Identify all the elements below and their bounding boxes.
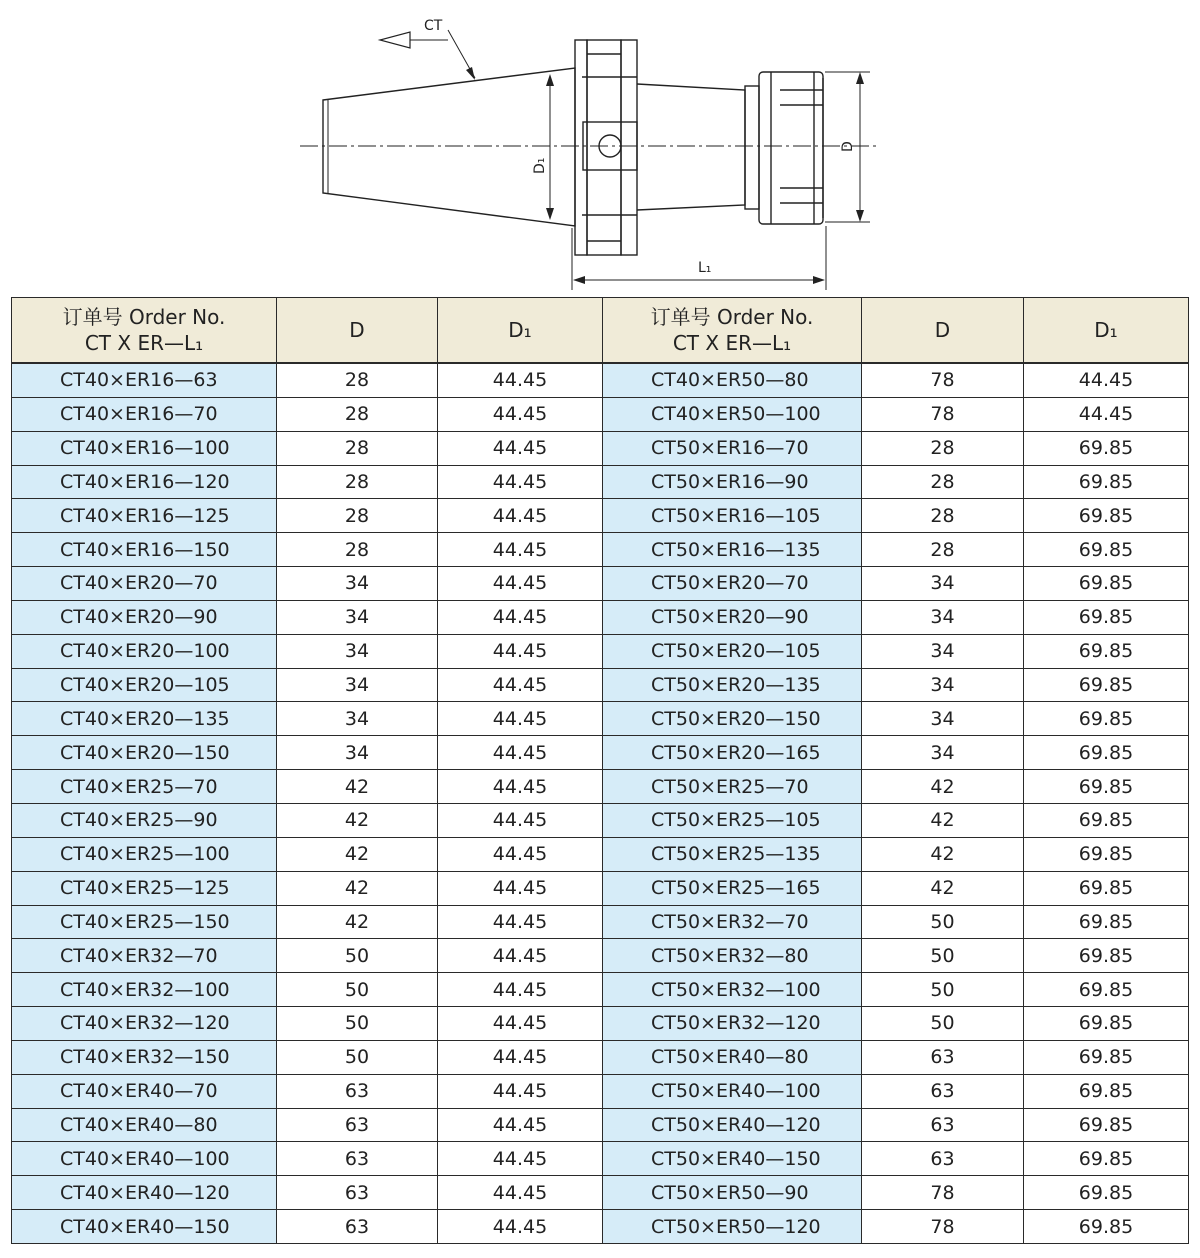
- header-order-line1: 订单号 Order No.: [62, 305, 226, 329]
- order-no-cell: CT50×ER20—90: [603, 600, 862, 634]
- d-cell: 28: [862, 533, 1024, 567]
- d1-cell: 44.45: [438, 363, 603, 397]
- d-label: D: [840, 141, 856, 152]
- table-row: [12, 1074, 1189, 1108]
- d-cell: 63: [277, 1108, 438, 1142]
- d1-cell: 44.45: [438, 973, 603, 1007]
- d1-cell: 44.45: [438, 1176, 603, 1210]
- table-header-row: [12, 298, 1189, 364]
- d1-cell: 44.45: [438, 702, 603, 736]
- order-no-cell: CT40×ER16—150: [12, 533, 277, 567]
- d1-cell: 69.85: [1024, 803, 1189, 837]
- d1-cell: 69.85: [1024, 770, 1189, 804]
- d-cell: 42: [277, 803, 438, 837]
- order-no-cell: CT50×ER20—165: [603, 736, 862, 770]
- table-row: [12, 1176, 1189, 1210]
- d-cell: 42: [277, 871, 438, 905]
- d1-cell: 44.45: [438, 1108, 603, 1142]
- table-row: [12, 905, 1189, 939]
- d1-cell: 69.85: [1024, 871, 1189, 905]
- table-row: [12, 770, 1189, 804]
- table-row: [12, 973, 1189, 1007]
- order-no-cell: CT40×ER32—100: [12, 973, 277, 1007]
- d-cell: 42: [862, 770, 1024, 804]
- order-no-cell: CT40×ER16—63: [12, 363, 277, 397]
- order-no-cell: CT40×ER16—70: [12, 397, 277, 431]
- d-cell: 28: [277, 397, 438, 431]
- d-cell: 63: [862, 1040, 1024, 1074]
- table-row: [12, 431, 1189, 465]
- table-row: [12, 499, 1189, 533]
- d-cell: 42: [862, 871, 1024, 905]
- d1-cell: 69.85: [1024, 533, 1189, 567]
- table-row: [12, 803, 1189, 837]
- order-no-cell: CT50×ER25—135: [603, 837, 862, 871]
- d1-cell: 44.45: [438, 1074, 603, 1108]
- table-row: [12, 668, 1189, 702]
- d1-cell: 69.85: [1024, 567, 1189, 601]
- order-no-cell: CT50×ER40—80: [603, 1040, 862, 1074]
- order-no-cell: CT40×ER32—120: [12, 1007, 277, 1041]
- order-no-cell: CT50×ER50—120: [603, 1210, 862, 1244]
- d-cell: 63: [862, 1074, 1024, 1108]
- table-row: [12, 363, 1189, 397]
- order-no-cell: CT50×ER32—80: [603, 939, 862, 973]
- order-no-cell: CT40×ER50—80: [603, 363, 862, 397]
- d1-cell: 69.85: [1024, 837, 1189, 871]
- order-no-cell: CT40×ER20—100: [12, 634, 277, 668]
- d-cell: 50: [277, 1040, 438, 1074]
- d1-cell: 69.85: [1024, 1108, 1189, 1142]
- table-body: [12, 363, 1189, 1244]
- d-cell: 63: [862, 1108, 1024, 1142]
- order-no-cell: CT50×ER20—135: [603, 668, 862, 702]
- table-row: [12, 702, 1189, 736]
- d-cell: 34: [862, 668, 1024, 702]
- d-cell: 78: [862, 363, 1024, 397]
- order-no-cell: CT50×ER20—105: [603, 634, 862, 668]
- order-no-cell: CT40×ER16—125: [12, 499, 277, 533]
- order-no-cell: CT40×ER20—150: [12, 736, 277, 770]
- order-no-cell: CT50×ER20—70: [603, 567, 862, 601]
- d1-cell: 44.45: [438, 871, 603, 905]
- d1-cell: 44.45: [438, 533, 603, 567]
- d-cell: 34: [277, 600, 438, 634]
- d1-cell: 44.45: [438, 1007, 603, 1041]
- header-d1-right: D₁: [1024, 298, 1189, 364]
- d-cell: 34: [277, 634, 438, 668]
- order-no-cell: CT40×ER20—70: [12, 567, 277, 601]
- d-cell: 50: [277, 973, 438, 1007]
- d1-cell: 44.45: [438, 736, 603, 770]
- order-no-cell: CT50×ER25—165: [603, 871, 862, 905]
- d-cell: 63: [277, 1074, 438, 1108]
- d-cell: 42: [277, 837, 438, 871]
- order-no-cell: CT40×ER16—120: [12, 465, 277, 499]
- header-order-line2: CT X ER—L₁: [84, 331, 204, 355]
- d1-cell: 44.45: [438, 431, 603, 465]
- d-cell: 34: [862, 600, 1024, 634]
- d1-cell: 69.85: [1024, 702, 1189, 736]
- d-cell: 42: [277, 905, 438, 939]
- order-no-cell: CT50×ER32—70: [603, 905, 862, 939]
- d1-cell: 69.85: [1024, 1176, 1189, 1210]
- d1-cell: 69.85: [1024, 465, 1189, 499]
- order-no-cell: CT40×ER25—90: [12, 803, 277, 837]
- d-cell: 50: [862, 905, 1024, 939]
- tool-holder-drawing: [0, 0, 1200, 296]
- d1-cell: 44.45: [438, 1142, 603, 1176]
- ct-label: CT: [424, 18, 443, 34]
- order-no-cell: CT50×ER32—100: [603, 973, 862, 1007]
- d-cell: 34: [862, 736, 1024, 770]
- table-row: [12, 634, 1189, 668]
- table-row: [12, 736, 1189, 770]
- d1-cell: 69.85: [1024, 499, 1189, 533]
- table-row: [12, 1142, 1189, 1176]
- order-no-cell: CT50×ER50—90: [603, 1176, 862, 1210]
- order-no-cell: CT50×ER16—90: [603, 465, 862, 499]
- l1-label: L₁: [698, 260, 712, 276]
- d1-cell: 69.85: [1024, 973, 1189, 1007]
- d1-cell: 44.45: [438, 499, 603, 533]
- d-cell: 28: [277, 533, 438, 567]
- header-order-no-right: [603, 298, 862, 364]
- d-cell: 28: [277, 465, 438, 499]
- d-cell: 78: [862, 397, 1024, 431]
- table-row: [12, 1007, 1189, 1041]
- d-cell: 28: [277, 363, 438, 397]
- d-cell: 50: [277, 939, 438, 973]
- order-no-cell: CT40×ER25—100: [12, 837, 277, 871]
- d-cell: 42: [277, 770, 438, 804]
- d1-cell: 69.85: [1024, 1007, 1189, 1041]
- header-order-no: [12, 298, 277, 364]
- d-cell: 34: [862, 567, 1024, 601]
- table-row: [12, 533, 1189, 567]
- d-cell: 50: [862, 1007, 1024, 1041]
- header-d: D: [277, 298, 438, 364]
- d1-cell: 44.45: [438, 905, 603, 939]
- order-no-cell: CT50×ER40—100: [603, 1074, 862, 1108]
- d1-cell: 69.85: [1024, 431, 1189, 465]
- d-cell: 34: [277, 736, 438, 770]
- d1-cell: 69.85: [1024, 1142, 1189, 1176]
- order-no-cell: CT40×ER40—80: [12, 1108, 277, 1142]
- order-no-cell: CT40×ER20—135: [12, 702, 277, 736]
- d1-cell: 69.85: [1024, 905, 1189, 939]
- order-no-cell: CT40×ER40—70: [12, 1074, 277, 1108]
- order-no-cell: CT40×ER20—90: [12, 600, 277, 634]
- d-cell: 34: [277, 567, 438, 601]
- order-no-cell: CT40×ER25—125: [12, 871, 277, 905]
- d-cell: 78: [862, 1176, 1024, 1210]
- d-cell: 78: [862, 1210, 1024, 1244]
- table-row: [12, 1210, 1189, 1244]
- table-row: [12, 397, 1189, 431]
- d-cell: 34: [862, 634, 1024, 668]
- table-row: [12, 465, 1189, 499]
- d-cell: 28: [862, 465, 1024, 499]
- order-no-cell: CT50×ER16—70: [603, 431, 862, 465]
- d1-cell: 44.45: [1024, 363, 1189, 397]
- order-no-cell: CT40×ER40—120: [12, 1176, 277, 1210]
- d1-cell: 69.85: [1024, 600, 1189, 634]
- d-cell: 50: [862, 973, 1024, 1007]
- d-cell: 63: [862, 1142, 1024, 1176]
- d1-cell: 44.45: [438, 465, 603, 499]
- d1-cell: 69.85: [1024, 668, 1189, 702]
- d-cell: 34: [862, 702, 1024, 736]
- order-no-cell: CT50×ER40—150: [603, 1142, 862, 1176]
- order-no-cell: CT40×ER32—70: [12, 939, 277, 973]
- d1-cell: 44.45: [438, 567, 603, 601]
- d-cell: 28: [277, 431, 438, 465]
- d-cell: 63: [277, 1210, 438, 1244]
- d1-cell: 44.45: [438, 770, 603, 804]
- d1-cell: 44.45: [438, 1210, 603, 1244]
- order-no-cell: CT50×ER20—150: [603, 702, 862, 736]
- order-no-cell: CT50×ER16—135: [603, 533, 862, 567]
- order-no-cell: CT40×ER20—105: [12, 668, 277, 702]
- d1-cell: 44.45: [438, 1040, 603, 1074]
- d1-cell: 44.45: [438, 837, 603, 871]
- d-cell: 50: [277, 1007, 438, 1041]
- d1-cell: 44.45: [1024, 397, 1189, 431]
- table-row: [12, 600, 1189, 634]
- d1-cell: 69.85: [1024, 939, 1189, 973]
- d-cell: 28: [277, 499, 438, 533]
- d-cell: 28: [862, 431, 1024, 465]
- order-no-cell: CT40×ER25—70: [12, 770, 277, 804]
- d1-cell: 69.85: [1024, 634, 1189, 668]
- d1-cell: 44.45: [438, 397, 603, 431]
- order-no-cell: CT50×ER25—105: [603, 803, 862, 837]
- d-cell: 28: [862, 499, 1024, 533]
- order-no-cell: CT40×ER25—150: [12, 905, 277, 939]
- d-cell: 42: [862, 837, 1024, 871]
- order-no-cell: CT50×ER40—120: [603, 1108, 862, 1142]
- table-row: [12, 871, 1189, 905]
- d1-cell: 44.45: [438, 634, 603, 668]
- header-d1: D₁: [438, 298, 603, 364]
- header-order-line2: CT X ER—L₁: [672, 331, 792, 355]
- d1-cell: 69.85: [1024, 1074, 1189, 1108]
- d1-cell: 69.85: [1024, 1040, 1189, 1074]
- order-no-cell: CT50×ER25—70: [603, 770, 862, 804]
- d-cell: 34: [277, 702, 438, 736]
- d-cell: 63: [277, 1142, 438, 1176]
- order-no-cell: CT40×ER40—100: [12, 1142, 277, 1176]
- order-no-cell: CT40×ER40—150: [12, 1210, 277, 1244]
- order-no-cell: CT50×ER16—105: [603, 499, 862, 533]
- d1-cell: 44.45: [438, 803, 603, 837]
- d-cell: 42: [862, 803, 1024, 837]
- table-row: [12, 1108, 1189, 1142]
- d-cell: 63: [277, 1176, 438, 1210]
- order-no-cell: CT50×ER32—120: [603, 1007, 862, 1041]
- order-no-cell: CT40×ER50—100: [603, 397, 862, 431]
- table-row: [12, 567, 1189, 601]
- header-d-right: D: [862, 298, 1024, 364]
- order-no-cell: CT40×ER16—100: [12, 431, 277, 465]
- d1-cell: 69.85: [1024, 736, 1189, 770]
- spec-table: [11, 297, 1189, 1244]
- d1-label: D₁: [532, 157, 548, 174]
- d1-cell: 44.45: [438, 668, 603, 702]
- header-order-line1: 订单号 Order No.: [650, 305, 814, 329]
- table-row: [12, 939, 1189, 973]
- d1-cell: 69.85: [1024, 1210, 1189, 1244]
- d-cell: 34: [277, 668, 438, 702]
- table-row: [12, 1040, 1189, 1074]
- d-cell: 50: [862, 939, 1024, 973]
- order-no-cell: CT40×ER32—150: [12, 1040, 277, 1074]
- d1-cell: 44.45: [438, 939, 603, 973]
- d1-cell: 44.45: [438, 600, 603, 634]
- table-row: [12, 837, 1189, 871]
